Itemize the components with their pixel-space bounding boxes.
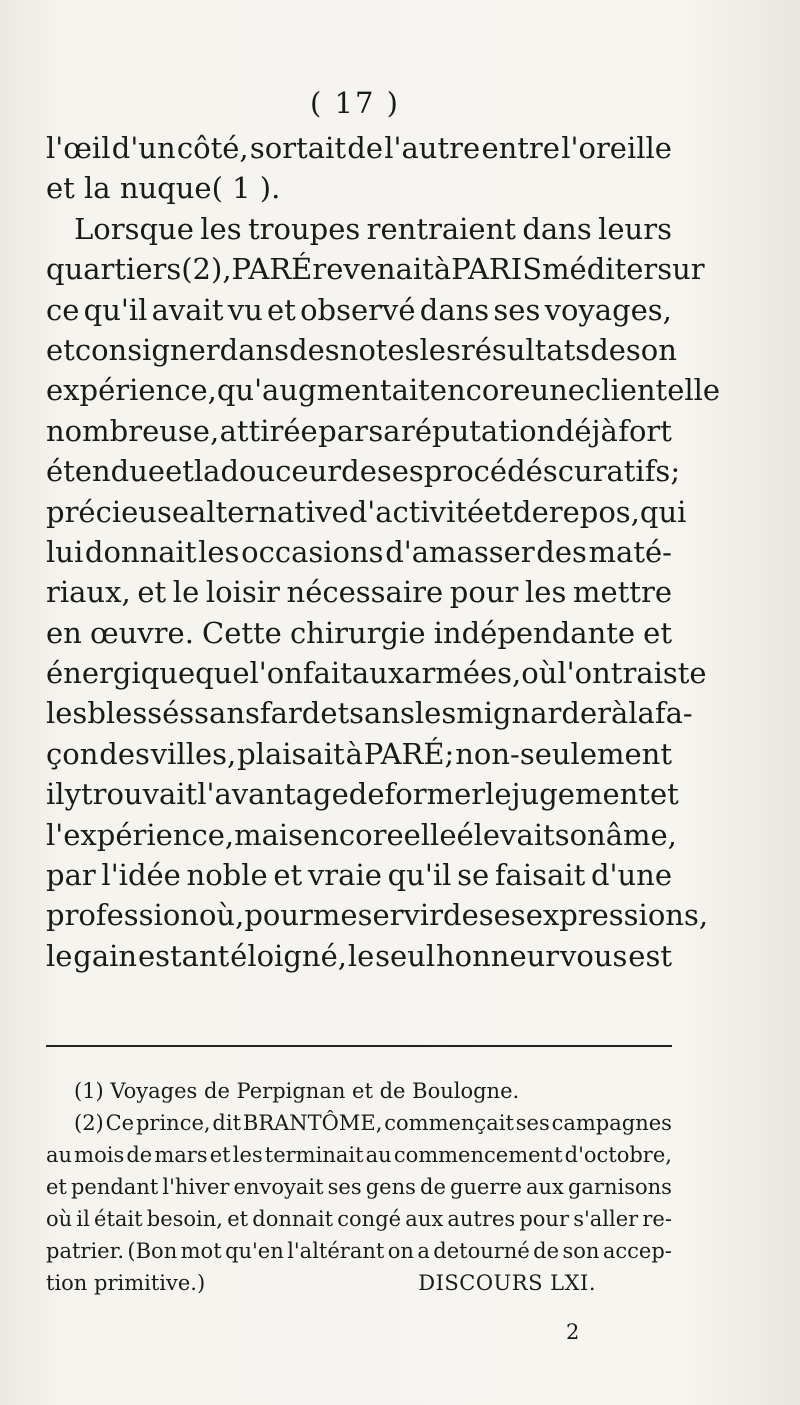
text-line: nombreuse, attirée par sa réputation déjà fort (46, 413, 672, 448)
text-line: çon des villes, plaisait à PARÉ; non-seulement (46, 736, 672, 771)
text-line: ce qu'il avait vu et observé dans ses voyages, (46, 292, 672, 327)
text-line: l'œil d'un côté, sortait de l'autre entre l'oreille (46, 131, 672, 165)
text-line: le gain estant éloigné, le seul honneur vous est (46, 938, 672, 973)
text-line: expérience, qu'augmentait encore une clientelle (46, 373, 721, 408)
footnotes (46, 1075, 672, 1299)
footnote-2-line-5: patrier. (Bon mot qu'en l'altérant on a detourné de son accep- (46, 1239, 672, 1263)
text-line: précieuse alternative d'activité et de repos, qui (46, 494, 687, 529)
footnote-rule (46, 1045, 672, 1047)
text-line: il y trouvait l'avantage de former le jugement et (46, 777, 679, 812)
footnote-2-line (46, 1203, 672, 1235)
footnote-2-line-4: où il était besoin, et donnait congé aux autres pour s'aller re- (46, 1207, 672, 1231)
text-line: étendue et la douceur de ses procédés curatifs; (46, 454, 681, 489)
page-number: ( 17 ) (310, 86, 400, 120)
text-line: et la nuque( 1 ). (46, 171, 281, 206)
text-line: l'expérience, mais encore elle élevait son âme, (46, 817, 677, 852)
footnote-2-line-1: (2) Ce prince, dit BRANTÔME, commençait ses campagnes (74, 1111, 672, 1135)
footnote-2-line (46, 1171, 672, 1203)
text-line: et consigner dans des notes les résultats de son (46, 332, 677, 367)
footnote-1-text: (1) Voyages de Perpignan et de Boulogne. (74, 1079, 520, 1103)
footnote-2-line (46, 1235, 672, 1267)
footnote-2-line (46, 1107, 672, 1139)
text-line: Lorsque les troupes rentraient dans leurs (74, 211, 672, 246)
footnote-source: DISCOURS LXI. (418, 1271, 596, 1295)
text-line: lui donnait les occasions d'amasser des maté- (46, 534, 672, 569)
text-line: les blessés sans fard et sans les mignarder à la fa- (46, 696, 693, 731)
signature-mark: 2 (566, 1320, 580, 1344)
main-text (46, 128, 721, 976)
footnote-1 (46, 1075, 672, 1107)
text-line: riaux, et le loisir nécessaire pour les mettre (46, 575, 672, 610)
footnote-2-line-3: et pendant l'hiver envoyait ses gens de guerre aux garnisons (46, 1175, 672, 1199)
text-line: en œuvre. Cette chirurgie indépendante et (46, 615, 672, 650)
footnote-2-end (46, 1267, 672, 1299)
text-line: par l'idée noble et vraie qu'il se faisait d'une (46, 858, 672, 893)
footnote-2-line-6: tion primitive.) (46, 1271, 206, 1295)
footnote-2-line (46, 1139, 672, 1171)
text-line: énergique que l'on fait aux armées, où l'on traiste (46, 656, 707, 691)
footnote-2-line-2: au mois de mars et les terminait au commencement d'octobre, (46, 1143, 672, 1167)
text-line: profession où, pour me servir de ses expressions, (46, 898, 709, 933)
text-line: quartiers (2), PARÉ revenait à PARIS méditer sur (46, 252, 705, 287)
